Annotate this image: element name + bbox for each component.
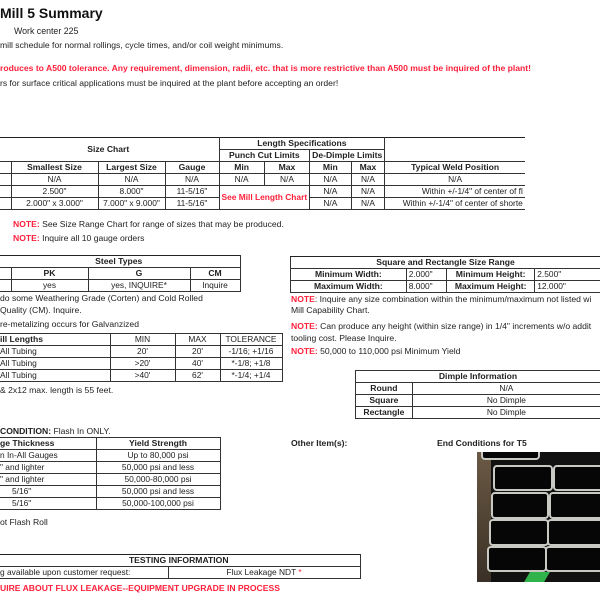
table-row [0,474,220,486]
steel-types-title: Steel Types [0,256,240,268]
flux-leakage-warning: UIRE ABOUT FLUX LEAKAGE--EQUIPMENT UPGRADE IN PROCESS [0,583,280,593]
cell: Round [356,383,413,395]
col-punch-max: Max [264,162,309,174]
cell: >40' [110,370,175,382]
col-dedimple-max: Max [351,162,385,174]
cell: 20' [110,346,175,358]
length-specs-title: Length Specifications [219,138,385,150]
cell: N/A [385,174,525,186]
col-smallest-size: Smallest Size [11,162,98,174]
cell: 50,000-80,000 psi [96,474,220,486]
cell: No Dimple [412,407,600,419]
table-row [356,395,600,407]
min-height-value: 2.500" [535,269,600,281]
table-row [0,280,240,292]
testing-title: TESTING INFORMATION [0,555,360,567]
range-note-2: NOTE: Can produce any height (within size range) in 1/4" increments w/o addit [291,321,592,331]
col-punch-min: Min [219,162,264,174]
cell: 2.500" [11,186,98,198]
cell: No Dimple [412,395,600,407]
cell: N/A [98,174,165,186]
cell: 11-5/16" [165,198,219,210]
schedule-note: mill schedule for normal rollings, cycle times, and/or coil weight minimums. [0,40,284,50]
range-note-1: NOTE: Inquire any size combination within the minimum/maximum not listed wi [291,294,592,304]
min-width-value: 2.000" [406,269,446,281]
cell: 2.000" x 3.000" [11,198,98,210]
mill-lengths-table [0,333,283,382]
col-cm: CM [190,268,240,280]
cell: yes, INQUIRE* [88,280,190,292]
max-height-value: 12.000" [535,281,600,293]
cell: N/A [412,383,600,395]
range-note-2b: tooling cost. Please Inquire. [291,333,397,343]
punch-cut-title: Punch Cut Limits [219,150,310,162]
other-items-label: Other Item(s): [291,438,348,448]
cell: 50,000-100,000 psi [96,498,220,510]
page-title: Mill 5 Summary [0,5,103,21]
cell: yes [11,280,88,292]
work-center: Work center 225 [14,26,79,36]
cell: 50,000 psi and less [96,486,220,498]
size-note-1: NOTE: See Size Range Chart for range of sizes that may be produced. [13,219,284,229]
min-height-label: Minimum Height: [447,269,535,281]
cell: N/A [351,186,385,198]
cell: " and lighter [0,462,96,474]
testing-request-label: g available upon customer request: [0,567,168,579]
cell: All Tubing [0,358,110,370]
max-width-label: Maximum Width: [291,281,407,293]
cell: 5/16" [0,486,96,498]
cell: N/A [310,174,351,186]
table-row [0,567,360,579]
cell: >20' [110,358,175,370]
range-note-1b: Mill Capability Chart. [291,305,370,315]
min-width-label: Minimum Width: [291,269,407,281]
cell: N/A [165,174,219,186]
yield-table [0,437,221,510]
col-max: MAX [175,334,220,346]
table-row [0,486,220,498]
dimple-title: Dimple Information [356,371,600,383]
size-chart-title: Size Chart [0,138,219,162]
steel-note-1: do some Weathering Grade (Corten) and Cold Rolled [0,293,203,303]
see-mill-length-chart: See Mill Length Chart [219,186,310,210]
col-yield-strength: Yield Strength [96,438,220,450]
table-row [356,383,600,395]
cell: Within +/-1/4" of center of fl [385,186,525,198]
size-range-table [290,256,600,293]
col-weld-position: Typical Weld Position [385,162,525,174]
table-row [0,450,220,462]
range-note-3: NOTE: 50,000 to 110,000 psi Minimum Yield [291,346,461,356]
col-pk: PK [11,268,88,280]
cell: 40' [175,358,220,370]
cell: N/A [351,174,385,186]
cell: 7.000" x 9.000" [98,198,165,210]
cell: N/A [11,174,98,186]
table-row [0,346,282,358]
col-gauge: Gauge [165,162,219,174]
steel-note-3: re-metalizing occurs for Galvanzized [0,319,139,329]
steel-types-table [0,255,241,292]
col-dedimple-min: Min [310,162,351,174]
cell: 8.000" [98,186,165,198]
cell: 5/16" [0,498,96,510]
col-gauge-thickness: ge Thickness [0,438,96,450]
max-height-label: Maximum Height: [447,281,535,293]
cell: N/A [310,186,351,198]
cell: 50,000 psi and less [96,462,220,474]
cell: All Tubing [0,346,110,358]
dimple-table [355,370,600,419]
cell: All Tubing [0,370,110,382]
col-mill-lengths: ill Lengths [0,334,110,346]
cell: n In-All Gauges [0,450,96,462]
max-width-value: 8.000" [406,281,446,293]
cell: -1/16; +1/16 [220,346,282,358]
cell: Square [356,395,413,407]
tube-ends-photo [477,452,600,582]
surface-note: rs for surface critical applications must be inquired at the plant before accepting an order! [0,78,339,88]
cell: " and lighter [0,474,96,486]
testing-method: Flux Leakage NDT * [168,567,360,579]
cell: N/A [219,174,264,186]
cell: 11-5/16" [165,186,219,198]
cell: *-1/4; +1/4 [220,370,282,382]
col-largest-size: Largest Size [98,162,165,174]
col-g: G [88,268,190,280]
cell: N/A [264,174,309,186]
length-note: & 2x12 max. length is 55 feet. [0,385,114,395]
cell: N/A [310,198,351,210]
cell: 62' [175,370,220,382]
table-row [0,370,282,382]
col-min: MIN [110,334,175,346]
table-row [0,498,220,510]
tolerance-warning: roduces to A500 tolerance. Any requirement, dimension, radii, etc. that is more restrictive than A500 must be inquired of the plant! [0,63,532,73]
table-row [0,462,220,474]
size-range-title: Square and Rectangle Size Range [291,257,600,269]
table-row [0,358,282,370]
end-conditions-label: End Conditions for T5 [437,438,527,448]
cell: Inquire [190,280,240,292]
cell: Rectangle [356,407,413,419]
size-note-2: NOTE: Inquire all 10 gauge orders [13,233,145,243]
cell: N/A [351,198,385,210]
condition-line: CONDITION: Flash In ONLY. [0,426,111,436]
col-tolerance: TOLERANCE [220,334,282,346]
table-row [0,174,525,186]
cell: 20' [175,346,220,358]
table-row [356,407,600,419]
cell: Up to 80,000 psi [96,450,220,462]
dedimple-title: De-Dimple Limits [310,150,385,162]
testing-table [0,554,361,579]
size-chart-table [0,137,525,210]
flash-roll-note: ot Flash Roll [0,517,48,527]
cell: *-1/8; +1/8 [220,358,282,370]
cell: Within +/-1/4" of center of shorte [385,198,525,210]
table-row [0,186,525,198]
steel-note-2: Quality (CM). Inquire. [0,305,82,315]
